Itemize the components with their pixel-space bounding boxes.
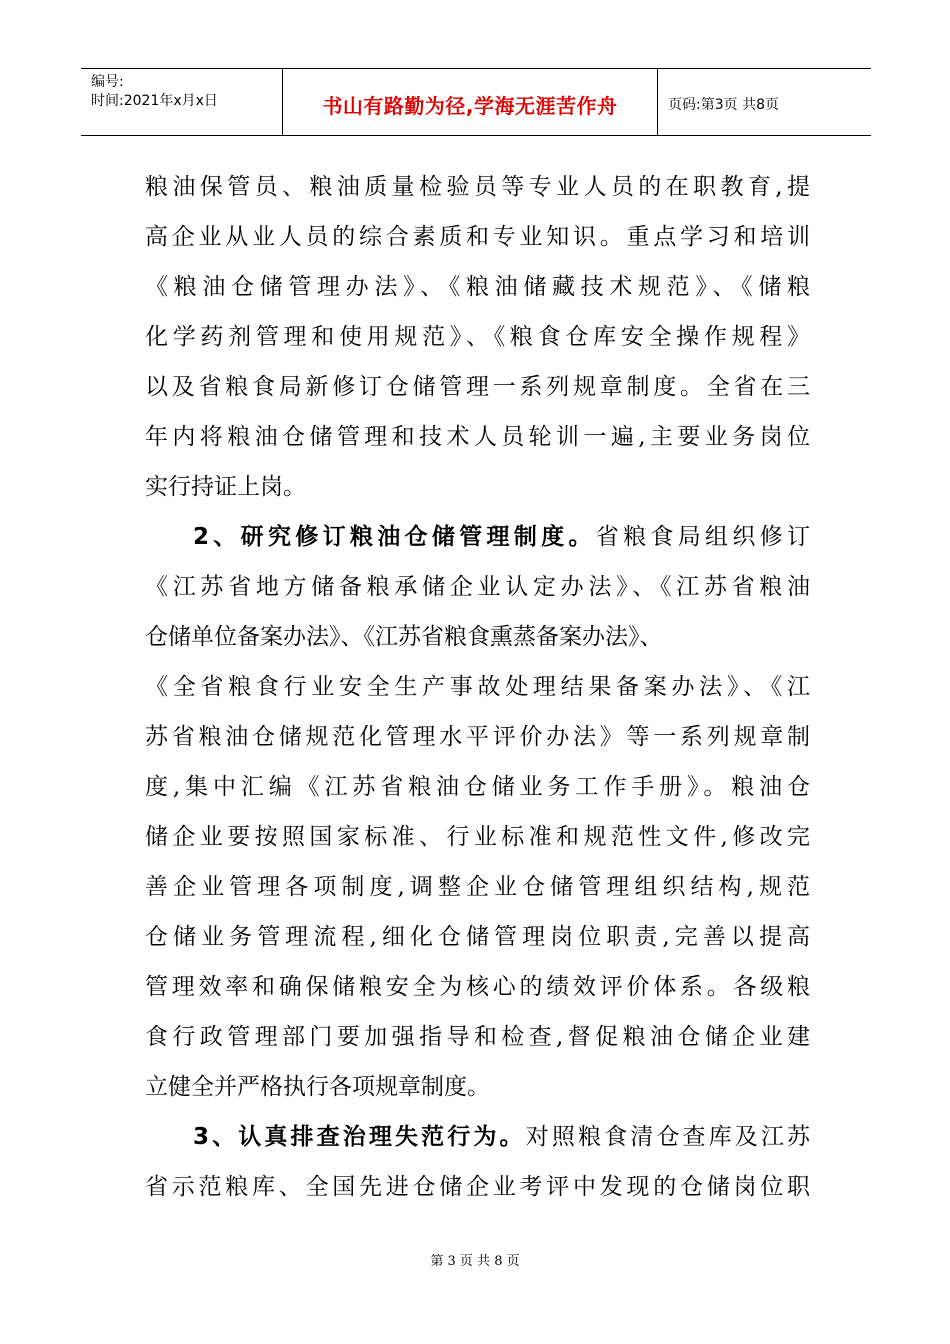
header-motto xyxy=(283,69,658,135)
heading-rest-text: 对照粮食清仓查库及江苏 xyxy=(525,1124,811,1150)
number-label: 编号: xyxy=(91,74,124,90)
header-meta xyxy=(81,69,283,135)
heading-rest-text: 省粮食局组织修订 xyxy=(595,524,810,550)
text-line: 实行持证上岗。 xyxy=(145,474,306,500)
text-line: 仓储单位备案办法》、《江苏省粮食熏蒸备案办法》、 xyxy=(145,624,663,650)
text-line: 仓储业务管理流程,细化仓储管理岗位职责,完善以提高 xyxy=(145,924,810,950)
text-line: 善企业管理各项制度,调整企业仓储管理组织结构,规范 xyxy=(145,874,810,900)
text-line: 度,集中汇编《江苏省粮油仓储业务工作手册》。粮油仓 xyxy=(145,774,810,800)
text-line: 年内将粮油仓储管理和技术人员轮训一遍,主要业务岗位 xyxy=(145,424,810,450)
document-body xyxy=(145,162,810,1212)
document-header xyxy=(81,68,871,136)
header-page-info xyxy=(658,69,871,135)
text-line: 高企业从业人员的综合素质和专业知识。重点学习和培训 xyxy=(145,224,810,250)
time-label: 时间:2021年x月x日 xyxy=(91,93,218,109)
page-info-text: 页码:第3页 共8页 xyxy=(668,97,779,113)
text-line: 《江苏省地方储备粮承储企业认定办法》、《江苏省粮油 xyxy=(145,574,810,600)
text-line: 食行政管理部门要加强指导和检查,督促粮油仓储企业建 xyxy=(145,1024,810,1050)
text-line-heading xyxy=(145,512,810,562)
text-line: 管理效率和确保储粮安全为核心的绩效评价体系。各级粮 xyxy=(145,974,810,1000)
text-line: 苏省粮油仓储规范化管理水平评价办法》等一系列规章制 xyxy=(145,724,810,750)
section-heading-2: 2、研究修订粮油仓储管理制度。 xyxy=(193,524,596,550)
paragraph-3 xyxy=(145,1112,810,1212)
text-line: 储企业要按照国家标准、行业标准和规范性文件,修改完 xyxy=(145,824,810,850)
text-line: 粮油保管员、粮油质量检验员等专业人员的在职教育,提 xyxy=(145,174,810,200)
text-line: 《全省粮食行业安全生产事故处理结果备案办法》、《江 xyxy=(145,674,810,700)
text-line: 立健全并严格执行各项规章制度。 xyxy=(145,1074,490,1100)
footer-page-number: 第 3 页 共 8 页 xyxy=(430,1254,520,1269)
text-line: 《粮油仓储管理办法》、《粮油储藏技术规范》、《储粮 xyxy=(145,274,810,300)
text-line: 以及省粮食局新修订仓储管理一系列规章制度。全省在三 xyxy=(145,374,810,400)
text-line: 省示范粮库、全国先进仓储企业考评中发现的仓储岗位职 xyxy=(145,1174,810,1200)
section-heading-3: 3、认真排查治理失范行为。 xyxy=(193,1124,526,1150)
paragraph-1 xyxy=(145,162,810,512)
text-line-heading xyxy=(145,1112,810,1162)
page-footer xyxy=(0,1250,950,1269)
paragraph-2 xyxy=(145,512,810,1112)
motto-text: 书山有路勤为径,学海无涯苦作舟 xyxy=(322,93,618,118)
text-line: 化学药剂管理和使用规范》、《粮食仓库安全操作规程》 xyxy=(145,324,810,350)
